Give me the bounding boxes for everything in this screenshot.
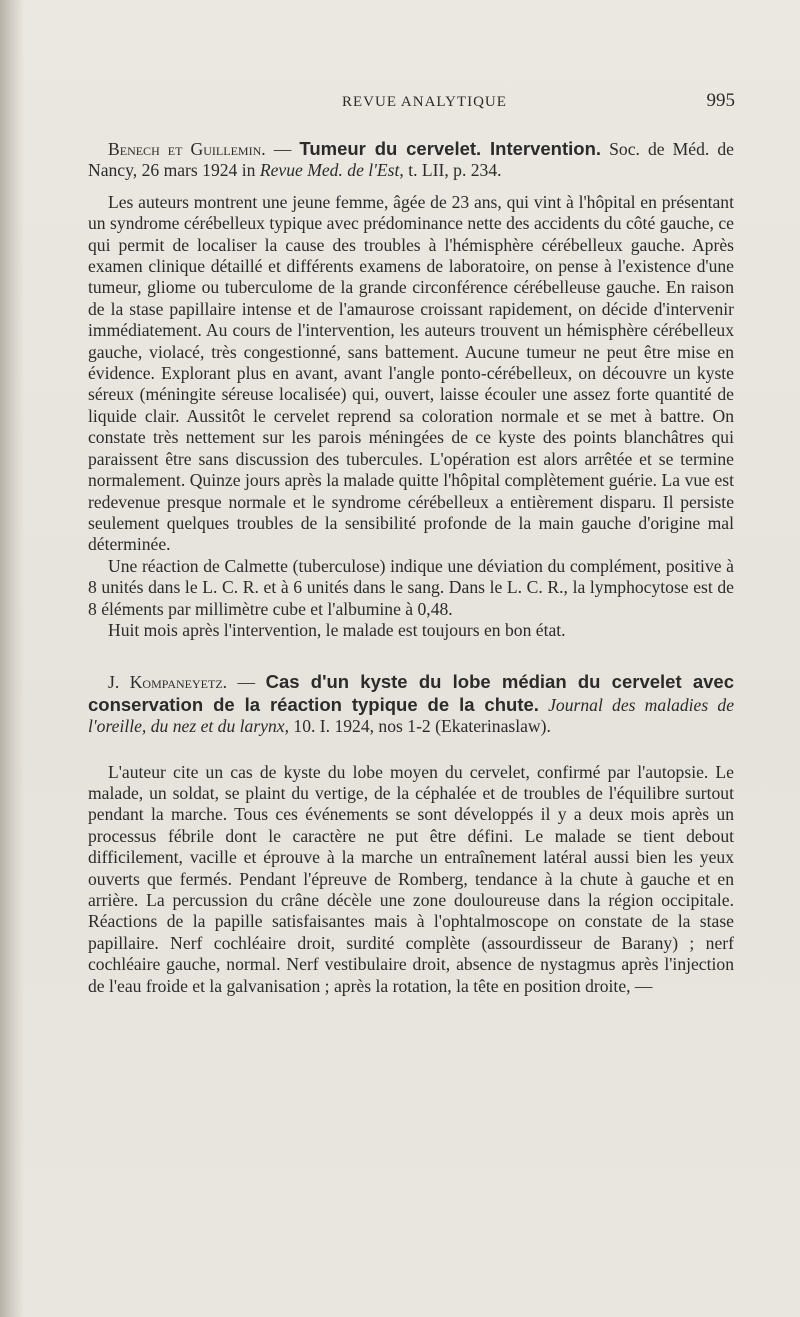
page-shadow-edge bbox=[0, 0, 24, 1317]
article-1-ref-tail: , t. LII, p. 234. bbox=[399, 160, 502, 181]
article-1-reference bbox=[88, 138, 734, 182]
article-2-reference bbox=[88, 671, 734, 737]
article-2-paragraph-1: L'auteur cite un cas de kyste du lobe moyen du cervelet, confirmé par l'autopsie. Le malade, un soldat, se plaint du vertige, de la céphalée et de troubles de l'équilibre surtout pendant la marche. Tous ces événements se sont développés il y a deux mois après un processus fébrile dont le caractère ne put être défini. Le malade se tient debout difficilement, vacille et éprouve à la marche un entraînement latéral aussi bien les yeux ouverts que fermés. Pendant l'épreuve de Romberg, tendance à la chute à gauche et en arrière. La percussion du crâne décèle une zone douloureuse dans la région occipitale. Réactions de la papille satisfaisantes mais à l'ophtalmoscope on constate de la stase papillaire. Nerf cochléaire droit, surdité complète (assourdisseur de Barany) ; nerf cochléaire gauche, normal. Nerf vestibulaire droit, absence de nystagmus après l'injection de l'eau froide et la galvanisation ; après la rotation, la tête en position droite, — bbox=[88, 761, 734, 996]
article-1-ref-plain: Soc. de Méd. de Nancy, 26 mars 1924 in bbox=[88, 139, 734, 181]
article-separator bbox=[88, 641, 734, 671]
article-1-journal: Revue Med. de l'Est bbox=[259, 160, 400, 181]
paragraph-spacer bbox=[88, 748, 734, 762]
article-1-paragraph-2: Une réaction de Calmette (tuberculose) indique une déviation du complément, positive à 8 unités dans le L. C. R. et à 6 unités dans le sang. Dans le L. C. R., la lymphocytose est de 8 éléments par millimètre cube et l'albumine à 0,48. bbox=[88, 555, 734, 619]
running-header bbox=[90, 90, 735, 116]
article-1-paragraph-3: Huit mois après l'intervention, le malade est toujours en bon état. bbox=[108, 619, 566, 640]
article-1-title: Tumeur du cervelet. Intervention. bbox=[299, 138, 602, 159]
article-2-authors: J. Kompaneyetz. bbox=[108, 672, 228, 693]
article-1-authors: Benech et Guillemin. bbox=[108, 139, 266, 159]
running-title: REVUE ANALYTIQUE bbox=[342, 94, 507, 110]
article-2-journal: Journal des maladies de l'oreille, du nez et du larynx bbox=[88, 694, 735, 737]
page-number: 995 bbox=[706, 90, 735, 111]
article-2-ref-tail: , 10. I. 1924, nos 1-2 (Ekaterinaslaw). bbox=[284, 716, 551, 737]
article-1-dash: — bbox=[265, 139, 300, 159]
article-1-paragraph-1: Les auteurs montrent une jeune femme, âgée de 23 ans, qui vint à l'hôpital en présentant un syndrome cérébelleux typique avec prédominance nette des accidents du côté gauche, ce qui permit de localiser la cause des troubles à l'hémisphère cérébelleux gauche. Après examen clinique détaillé et différents examens de laboratoire, on pense à l'existence d'une tumeur, gliome ou tuberculome de la grande circonférence cérébelleuse gauche. En raison de la stase papillaire intense et de l'amaurose croissant rapidement, on décide d'intervenir immédiatement. Au cours de l'intervention, les auteurs trouvent un hémisphère cérébelleux gauche, violacé, très congestionné, sans battement. Aucune tumeur ne peut être mise en évidence. Explorant plus en avant, avant l'angle ponto-cérébelleux, on découvre un kyste séreux (méningite séreuse localisée) qui, ouvert, laisse écouler une assez forte quantité de liquide clair. Aussitôt le cervelet reprend sa coloration normale et se met à battre. On constate très nettement sur les parois méningées de ce kyste des points blanchâtres qui paraissent être sans discussion des tubercules. L'opération est alors arrêtée et se termine normalement. Quinze jours après la malade quitte l'hôpital complètement guérie. La vue est redevenue presque normale et le syndrome cérébelleux a entièrement disparu. Il persiste seulement quelques troubles de la sensibilité profonde de la main gauche d'origine mal déterminée. bbox=[88, 191, 734, 555]
page-content bbox=[88, 138, 734, 997]
article-2-dash: — bbox=[227, 672, 266, 693]
article-2-title: Cas d'un kyste du lobe médian du cervelet avec conservation de la réaction typique de la chute. bbox=[88, 671, 734, 715]
